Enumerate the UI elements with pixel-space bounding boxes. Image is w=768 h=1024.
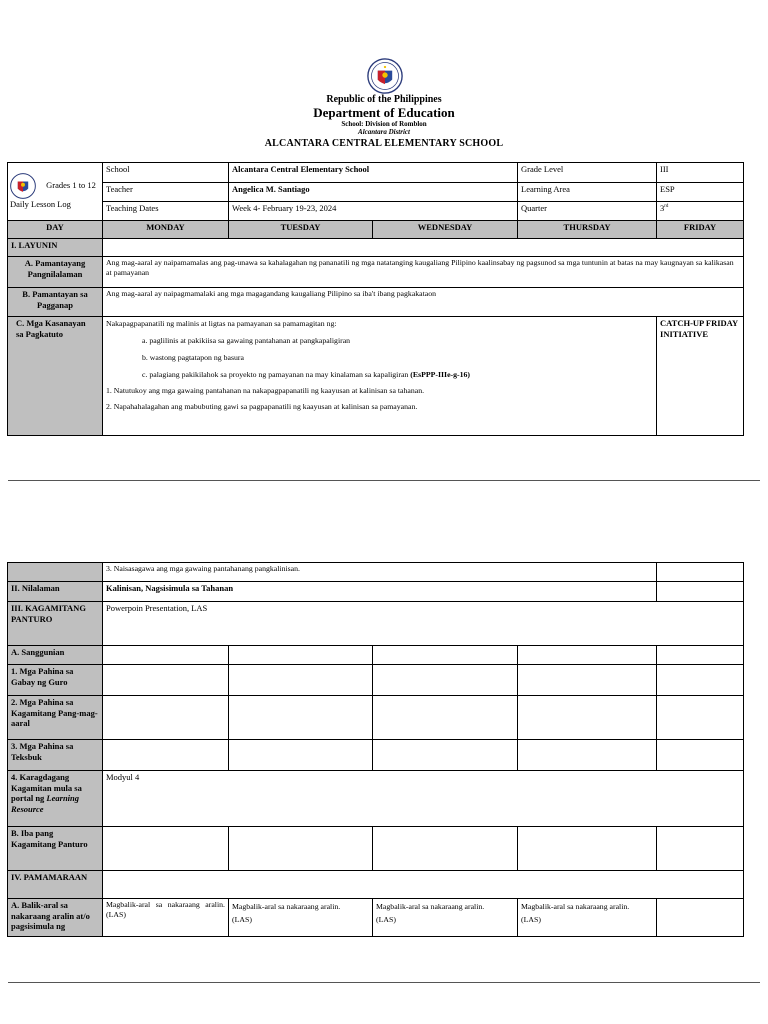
objective-1: 1. Natutukoy ang mga gawaing pantahanan na nakapagpapanatili ng kaayusan at kalinisan sa tahanan. xyxy=(106,386,425,396)
day-header: DAY xyxy=(8,221,103,239)
karagdagang-label: 4. Karagdagang Kagamitan mula sa portal ng Learning Resource xyxy=(8,771,103,827)
layunin-header: I. LAYUNIN xyxy=(8,239,103,257)
thursday-header: THURSDAY xyxy=(518,221,657,239)
balik-aral-thursday: Magbalik-aral sa nakaraang aralin. (LAS) xyxy=(518,899,657,937)
karagdagang-value: Modyul 4 xyxy=(103,771,744,827)
empty-cell xyxy=(518,646,657,665)
balik-aral-tuesday: Magbalik-aral sa nakaraang aralin. (LAS) xyxy=(229,899,373,937)
dll-label: Daily Lesson Log xyxy=(10,199,71,210)
lesson-log-table-1 xyxy=(7,162,744,436)
empty-cell xyxy=(373,740,518,771)
pangnilalaman-label: A. Pamantayang Pangnilalaman xyxy=(8,257,103,288)
empty-cell xyxy=(103,740,229,771)
balik-aral-wednesday: Magbalik-aral sa nakaraang aralin. (LAS) xyxy=(373,899,518,937)
grade-level-label: Grade Level xyxy=(518,163,657,183)
kagamitang-pang-label: 2. Mga Pahina sa Kagamitang Pang-mag-aaral xyxy=(8,696,103,740)
wednesday-header: WEDNESDAY xyxy=(373,221,518,239)
empty-cell xyxy=(229,740,373,771)
kasanayan-item-a: a. paglilinis at pakikiisa sa gawaing pantahanan at pangkapaligiran xyxy=(142,336,351,346)
grade-level-value: III xyxy=(657,163,744,183)
pagganap-text: Ang mag-aaral ay naipagmamalaki ang mga magagandang kaugaliang Pilipino sa iba't ibang pagkakataon xyxy=(103,288,744,317)
pagganap-label: B. Pamantayan sa Pagganap xyxy=(8,288,103,317)
division-text: School: Division of Romblon xyxy=(341,120,427,128)
empty-cell xyxy=(657,827,744,871)
teksbuk-label: 3. Mga Pahina sa Teksbuk xyxy=(8,740,103,771)
kasanayan-item-c: c. palagiang pakikilahok sa proyekto ng pamayanan na may kinalaman sa kapaligiran (EsPPP-IIIe-g-16) xyxy=(142,370,471,380)
nilalaman-value: Kalinisan, Nagsisimula sa Tahanan xyxy=(103,582,657,602)
deped-seal-icon xyxy=(367,58,403,94)
empty-cell xyxy=(229,646,373,665)
empty-cell xyxy=(657,696,744,740)
kasanayan-label: C. Mga Kasanayan sa Pagkatuto xyxy=(8,317,103,436)
department-title: Department of Education xyxy=(313,105,455,120)
objective-2: 2. Napahahalagahan ang mabubuting gawi sa pagpapanatili ng kaayusan at kalinisan sa pamayanan. xyxy=(106,402,418,412)
teacher-label: Teacher xyxy=(103,183,229,202)
kasanayan-item-b: b. wastong pagtatapon ng basura xyxy=(142,353,244,363)
empty-cell xyxy=(373,827,518,871)
school-label: School xyxy=(103,163,229,183)
dll-title-cell xyxy=(8,163,103,221)
empty-cell xyxy=(518,827,657,871)
school-value: Alcantara Central Elementary School xyxy=(229,163,518,183)
page-divider-bottom xyxy=(8,982,760,983)
nilalaman-label: II. Nilalaman xyxy=(8,582,103,602)
quarter-label: Quarter xyxy=(518,202,657,221)
empty-cell xyxy=(373,665,518,696)
empty-cell xyxy=(229,827,373,871)
balik-aral-label: A. Balik-aral sa nakaraang aralin at/o pagsisimula ng xyxy=(8,899,103,937)
gabay-label: 1. Mga Pahina sa Gabay ng Guro xyxy=(8,665,103,696)
objective-3: 3. Naisasagawa ang mga gawaing pantahanang pangkalinisan. xyxy=(103,563,657,582)
pamamaraan-label: IV. PAMAMARAAN xyxy=(8,871,103,899)
page-divider xyxy=(8,480,760,481)
empty-cell xyxy=(518,696,657,740)
learning-area-label: Learning Area xyxy=(518,183,657,202)
teaching-dates-label: Teaching Dates xyxy=(103,202,229,221)
empty-cell xyxy=(229,665,373,696)
friday-note: CATCH-UP FRIDAY INITIATIVE xyxy=(657,317,744,436)
grades-label: Grades 1 to 12 xyxy=(46,180,96,191)
friday-cell-nilalaman xyxy=(657,582,744,602)
quarter-value: 3rd xyxy=(657,202,744,221)
empty-cell xyxy=(518,740,657,771)
monday-header: MONDAY xyxy=(103,221,229,239)
deped-logo-icon xyxy=(10,173,36,199)
balik-aral-friday xyxy=(657,899,744,937)
empty-cell xyxy=(103,827,229,871)
empty-cell xyxy=(229,696,373,740)
kasanayan-content xyxy=(103,317,657,436)
friday-cell-obj3 xyxy=(657,563,744,582)
district-text: Alcantara District xyxy=(358,128,410,136)
teaching-dates-value: Week 4- February 19-23, 2024 xyxy=(229,202,518,221)
empty-cell xyxy=(103,665,229,696)
republic-text: Republic of the Philippines xyxy=(326,94,442,105)
iba-pang-label: B. Iba pang Kagamitang Panturo xyxy=(8,827,103,871)
empty-cell xyxy=(373,696,518,740)
learning-area-value: ESP xyxy=(657,183,744,202)
empty-cell xyxy=(518,665,657,696)
empty-cell xyxy=(373,646,518,665)
tuesday-header: TUESDAY xyxy=(229,221,373,239)
sanggunian-label: A. Sanggunian xyxy=(8,646,103,665)
empty-cell xyxy=(103,646,229,665)
empty-cell xyxy=(657,646,744,665)
pangnilalaman-text: Ang mag-aaral ay naipamamalas ang pag-unawa sa kahalagahan ng pananatili ng mga natatanging kaugaliang Pilipino kaalinsabay ng pagsunod sa mga tuntunin at batas na may kaugnayan sa kalikasan at pamayanan xyxy=(103,257,744,288)
empty-cell xyxy=(657,665,744,696)
balik-aral-monday: Magbalik-aral sa nakaraang aralin. (LAS) xyxy=(103,899,229,937)
layunin-empty xyxy=(103,239,744,257)
pamamaraan-empty xyxy=(103,871,744,899)
kasanayan-intro: Nakapagpapanatili ng malinis at ligtas na pamayanan sa pamamagitan ng: xyxy=(106,319,337,328)
school-title: ALCANTARA CENTRAL ELEMENTARY SCHOOL xyxy=(264,138,504,149)
continued-label-cell xyxy=(8,563,103,582)
friday-header: FRIDAY xyxy=(657,221,744,239)
empty-cell xyxy=(657,740,744,771)
kagamitan-value: Powerpoin Presentation, LAS xyxy=(103,602,744,646)
lesson-log-table-2 xyxy=(7,562,744,937)
empty-cell xyxy=(103,696,229,740)
teacher-value: Angelica M. Santiago xyxy=(229,183,518,202)
kagamitan-label: III. KAGAMITANG PANTURO xyxy=(8,602,103,646)
